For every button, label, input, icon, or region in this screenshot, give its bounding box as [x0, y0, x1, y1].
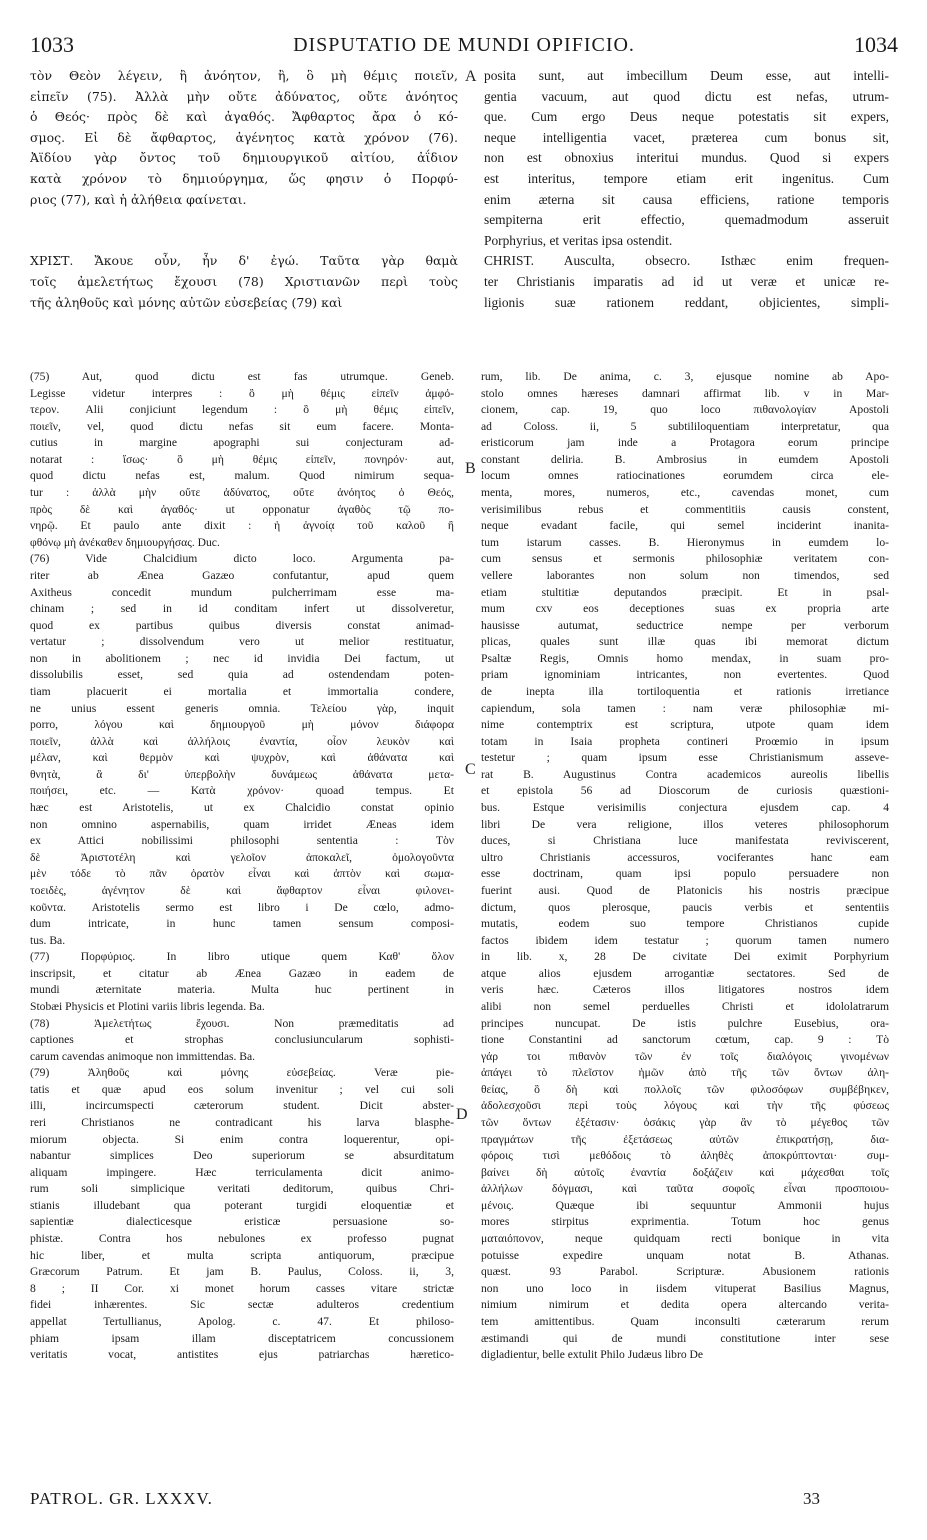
footnote-line: hic liber, et multa scripta antiquorum, præcipue — [30, 1248, 454, 1262]
footnote-line: θείας, ὃ δὴ καὶ πολλοῖς τῶν φιλοσόφων συμβέβηκεν, — [481, 1082, 889, 1096]
footnote-line: (76) Vide Chalcidium dicto loco. Argumenta pa- — [30, 552, 454, 566]
footnote-line: ad Coloss. ii, 5 subtililoquentiam interpretatur, qua — [481, 419, 889, 433]
footnote-line: τερον. Alii conjiciunt legendum : ὃ μὴ θέμις εἰπεῖν, — [30, 403, 454, 417]
footnote-line: μένοις. Quæque ibi sequuntur Ammonii hujus — [481, 1198, 889, 1212]
greek-text-line: σμος. Εἰ δὲ ἄφθαρτος, ἀγένητος κατὰ χρόνον (76). — [30, 129, 458, 145]
footnote-line: fidei inhærentes. Sic sectæ adulteros credentium — [30, 1298, 454, 1312]
footnote-line: nime contemptrix est scriptura, utpote quam idem — [481, 718, 889, 732]
page-number-right: 1034 — [854, 32, 898, 57]
latin-text-line: non est obnoxius interitui mundus. Quod si expers — [484, 150, 889, 166]
footnote-line: duces, si Christiana luce manifestata reviviscerent, — [481, 834, 889, 848]
footnote-line: mundi æternitate materia. Multa huc pertinent in — [30, 983, 454, 997]
latin-text-line: sempiterna erit effectio, quemadmodum asseruit — [484, 212, 889, 228]
footnote-line: Legisse videtur interpres : ὃ μὴ θέμις εἰπεῖν ἀμφό- — [30, 386, 454, 400]
footnote-line: mutatis, eodem suo tempore Christianos cupide — [481, 917, 889, 931]
footnote-line: mum cxv eos deceptiones suas ex propria arte — [481, 602, 889, 616]
footnote-line: stianis illudebant qua poterant turgidi eloquentiæ et — [30, 1198, 454, 1212]
footnote-line: factos ibidem idem testatur ; quorum tamen numero — [481, 933, 889, 947]
footnote-line: riter ab Æneа Gazæo confutantur, apud quem — [30, 568, 454, 582]
footnote-line: veritatis vocat, antistites ejus patriarchas hæretico- — [30, 1348, 454, 1362]
greek-text-line: τοῖς ἀμελετήτως ἔχουσι (78) Χριστιανῶν περὶ τοὺς — [30, 273, 458, 289]
footnote-line: esse doctrinam, quam ipsi populo persuadere non — [481, 867, 889, 881]
footnote-line: vertatur ; dissolvendum vero ut melior restituatur, — [30, 635, 454, 649]
footnote-line: carum cavendas animoque non immittendas. Ba. — [30, 1049, 256, 1063]
footer-signature: 33 — [803, 1489, 820, 1508]
footnote-line: θνητὰ, ἃ δι' ὑπερβολὴν δυνάμεως ἀθάνατα μετα- — [30, 767, 454, 781]
footnote-line: ἀλλήλων δόγμασι, καὶ ταῦτα σοφοῖς εἶναι προσποιου- — [481, 1182, 889, 1196]
greek-text-line — [30, 210, 458, 231]
footnote-line: dictum, quos plerosque, paucis verbis et sententiis — [481, 900, 889, 914]
footnote-line: vellere laborantes non solum non timendos, sed — [481, 568, 889, 582]
footnote-line: (77) Πορφύριος. In libro utique quem Καθ' ὅλον — [30, 950, 454, 964]
latin-text-line: neque intelligentia vacet, præterea cum bonus sit, — [484, 129, 889, 145]
latin-text-line: ter Christianis imparatis ad id ut veræ et unicæ re- — [484, 273, 889, 289]
footnote-line: in lib. x, 28 De civitate Dei eximit Porphyrium — [481, 950, 889, 964]
running-title: DISPUTATIO DE MUNDI OPIFICIO. — [293, 34, 635, 56]
footnote-line: libri De vera religione, illos veteres philosophorum — [481, 817, 889, 831]
footnote-line: ex Attici nobilissimi philosophi sententia : Τὸν — [30, 834, 454, 848]
footnote-line: alibi non semel perduelles Christi et idololatrarum — [481, 999, 889, 1013]
footnote-line: bus. Estque verisimilis conjectura ejusdem cap. 4 — [481, 801, 889, 815]
footnote-line: aliquam impingere. Hæc terriculamenta dicit animo- — [30, 1165, 454, 1179]
footnote-line: dum intricate, in hunc tamen sensum composi- — [30, 917, 454, 931]
footnote-line: porro, λόγου καὶ δημιουργοῦ μὴ μόνον διάφορα — [30, 718, 454, 732]
footnote-line: μέλαν, καὶ θερμὸν καὶ ψυχρὸν, καὶ ἀθάνατα καὶ — [30, 751, 454, 765]
footnote-line: rum, lib. De anima, c. 3, ejusque nomine ab Apo- — [481, 370, 889, 383]
footnote-line: reri Christianos ne contradicant his larva blasphe- — [30, 1116, 454, 1130]
greek-text-column — [30, 66, 458, 316]
footnote-line: nimium nimirum et dedita opera altercando verita- — [481, 1298, 889, 1312]
footnote-line: sapientiæ dialecticesque eristicæ persuasione so- — [30, 1215, 454, 1229]
footnote-line: (79) Ἀληθοῦς καὶ μόνης εὐσεβείας. Veræ pie- — [30, 1066, 454, 1080]
footnotes-left-column — [30, 369, 454, 1484]
footnotes-right-column — [481, 369, 889, 1484]
footnote-line: ἀδολεσχοῦσι περὶ τοὺς λόγους καὶ τὴν τῆς φύσεως — [481, 1099, 889, 1113]
margin-marker-d: D — [456, 1106, 468, 1123]
latin-text-line: ligionis suæ rationem reddant, objicientes, simpli- — [484, 294, 889, 310]
footnote-line: capiendum, sola tamen : nam veræ philosophiæ mi- — [481, 701, 889, 715]
footnote-line: æstimandi qui de mundi constitutione inter sese — [481, 1331, 889, 1345]
margin-marker-c: C — [465, 761, 476, 778]
latin-text-line: est interitus, tempore etiam erit ingenitus. Cum — [484, 170, 889, 186]
footnote-line: principes nuncupat. De istis pulchre Eusebius, ora- — [481, 1016, 889, 1030]
footnote-line: Axitheus concedit mundum pulcherrimam esse ma- — [30, 585, 454, 599]
footnote-line: miorum objecta. Si enim contra loquerentur, opi- — [30, 1132, 454, 1146]
margin-marker-b: B — [465, 460, 476, 477]
footnote-line: menta, mores, numeros, etc., cavendas monet, cum — [481, 486, 889, 500]
footnote-line: constant deliria. B. Ambrosius in eumdem Apostoli — [481, 452, 889, 466]
footnote-line: et epistola 56 ad Dioscorum de curiosis quæstioni- — [481, 784, 889, 798]
footnote-line: ποιεῖν, ἀλλὰ καὶ ἀλλήλοις ἐναντία, οἷον λευκὸν καὶ — [30, 734, 454, 748]
margin-marker-a: A — [465, 68, 477, 85]
footnote-line: testetur ; quam ipsum esse Christianismum asseve- — [481, 751, 889, 765]
footnote-line: etiam stultitiæ deputandos præcipit. Et in psal- — [481, 585, 889, 599]
footnote-line: Græcorum Patrum. Et jam B. Paulus, Coloss. ii, 3, — [30, 1265, 454, 1279]
footnote-line: ultro Christianis accessuros, vociferantes hanc eam — [481, 850, 889, 864]
footnote-line: notarat : ἴσως· ὃ μὴ θέμις εἰπεῖν, πονηρόν· aut, — [30, 452, 454, 466]
greek-text-line — [30, 231, 458, 252]
footnote-line: potuisse expedire unquam notat B. Athanas. — [481, 1248, 889, 1262]
footnote-line: inscripsit, et citatur ab Æneа Gazæo in eadem de — [30, 966, 454, 980]
page-number-left: 1033 — [30, 32, 74, 57]
footnote-line: verisimilibus rebus et commentitiis causis constent, — [481, 502, 889, 516]
footnote-line: tum istarum casses. B. Hieronymus in eumdem lo- — [481, 535, 889, 549]
footnote-line: digladientur, belle extulit Philo Judæus libro De — [481, 1348, 704, 1362]
footnote-line: νηρῷ. Et paulo ante dixit : ἡ ἀγνοίᾳ τοῦ καλοῦ ἢ — [30, 519, 454, 533]
greek-text-line: εἰπεῖν (75). Ἀλλὰ μὴν οὔτε ἀδύνατος, οὔτε ἀνόητος — [30, 88, 458, 104]
latin-text-line: que. Cum ergo Deus neque potestatis sit expers, — [484, 109, 889, 125]
page-header — [30, 32, 898, 58]
footnote-line: tus. Ba. — [30, 933, 66, 947]
footnote-line: veris hæc. Cæteros illos litigatores nostros idem — [481, 983, 889, 997]
footnote-line: de inepta illa tortiloquentia et rationis irretiance — [481, 684, 889, 698]
footnote-line: ποιεῖν, vel, quod dictu nefas sit eum facere. Monta- — [30, 419, 454, 433]
footnote-line: phiam ipsam illam disceptatricem concussionem — [30, 1331, 454, 1345]
footnote-line: illi, incircumspecti cæterorum student. Dicit abster- — [30, 1099, 454, 1113]
footnote-line: cum sensus et sermonis philosophiæ veritatem con- — [481, 552, 889, 566]
footnote-line: ματαιόπονον, neque quidquam recti bonique in vita — [481, 1232, 889, 1246]
latin-text-line: posita sunt, aut imbecillum Deum esse, aut intelli- — [484, 68, 889, 83]
footnote-line: quod ex partibus quibus diversis constat animad- — [30, 618, 454, 632]
greek-text-line: τὸν Θεὸν λέγειν, ἢ ἀνόητον, ἢ, ὃ μὴ θέμις ποιεῖν, — [30, 68, 458, 83]
footnote-line: neque evadant facile, qui semel inciderint inanita- — [481, 519, 889, 533]
footnote-line: tiam placuerit ei mortalia et immortalia condere, — [30, 684, 454, 698]
footnote-line: ἀπάγει τὸ πλεῖστον ἡμῶν ἀπὸ τῆς τῶν ὄντων ἀλη- — [481, 1066, 889, 1080]
greek-text-line: ριος (77), καὶ ἡ ἀλήθεια φαίνεται. — [30, 191, 247, 207]
greek-text-line: Ἀϊδίου γὰρ ὄντος τοῦ δημιουργικοῦ αἰτίου, ἀΐδιον — [30, 150, 458, 166]
footnote-line: hausisse autumat, seductrice nempe per verborum — [481, 618, 889, 632]
footnote-line: plicas, quales sunt illæ quas ibi memorat dictum — [481, 635, 889, 649]
footnote-line: tur : ἀλλὰ μὴν οὔτε ἀδύνατος, οὔτε ἀνόητος ὁ Θεός, — [30, 486, 454, 500]
footnote-line: τοειδὲς, ἀγένητον δὲ καὶ ἄφθαρτον εἶναι φιλονει- — [30, 883, 454, 897]
footnote-line: γάρ τοι πιθανὸν τῶν ἐν τοῖς διαλόγοις γινομένων — [481, 1049, 889, 1063]
latin-text-column — [484, 66, 889, 316]
footnote-line: (78) Ἀμελετήτως ἔχουσι. Non præmeditatis ad — [30, 1016, 454, 1030]
footnote-line: tatis et quæ apud eos solum invenitur ; vel cui soli — [30, 1082, 454, 1096]
footnote-line: (75) Aut, quod dictu est fas utrumque. Geneb. — [30, 370, 454, 383]
footnote-line: quæst. 93 Parabol. Scripturæ. Abusionem rationis — [481, 1265, 889, 1279]
footnote-line: cutius in margine apographi sui conjecturam ad- — [30, 436, 454, 450]
footnote-line: hæc est Aristotelis, ut ex Chalcidio constat opinio — [30, 801, 454, 815]
footnote-line: tione Constantini ad sanctorum cœtum, cap. 9 : Τὸ — [481, 1033, 889, 1047]
footnote-line: τῶν ὄντων ἐξέτασιν· ὁσάκις γὰρ ἂν τὸ μέγεθος τῶν — [481, 1116, 889, 1130]
footnote-line: cionem, cap. 19, quo loco πιθανολογίαν Apostoli — [481, 403, 889, 417]
footnote-line: φόροις τισὶ μεθόδοις τὸ ἀληθὲς ἀποκρύπτονται· συμ- — [481, 1149, 889, 1163]
footnote-line: μὲν τόδε τὸ πᾶν ὁρατὸν εἶναι καὶ ἁπτὸν καὶ σωμα- — [30, 867, 454, 881]
footnote-line: ne unius essent generis omnia. Τελείου γὰρ, inquit — [30, 701, 454, 715]
footnote-line: appellat Tertullianus, Apolog. c. 47. Et philoso- — [30, 1314, 454, 1328]
footnote-line: stolo omnes hæreses damnari affirmat lib. v in Mar- — [481, 386, 889, 400]
footnote-line: quod dictu nefas est, malum. Quod nimirum sequa- — [30, 469, 454, 483]
footnote-line: φθόνῳ μὴ ἀνέκαθεν δημιουργήσας. Duc. — [30, 535, 220, 549]
footnote-line: 8 ; II Cor. xi monet horum casses vitare strictæ — [30, 1281, 454, 1295]
footnote-line: κοῦντα. Aristotelis sermo est libro i De cœlo, admo- — [30, 900, 454, 914]
footnote-line: fuerint ausi. Quod de Platonicis his nostris præcipue — [481, 883, 889, 897]
latin-text-line: enim æterna sit causa efficiens, ratione temporis — [484, 191, 889, 207]
footnote-line: mores stirpitus exprimentia. Totum hoc genus — [481, 1215, 889, 1229]
footnote-line: phistæ. Contra hos nebulones ex professo pugnat — [30, 1232, 454, 1246]
footnote-line: totam in Isaia propheta contineri Proœmio in ipsum — [481, 734, 889, 748]
footnote-line: locum omnes ratiocinationes eorumdem circa ele- — [481, 469, 889, 483]
footnote-line: non in abolitionem ; nec id invidia Dei factum, ut — [30, 651, 454, 665]
footnote-line: rum soli simplicique veritati deditorum, quibus Chri- — [30, 1182, 454, 1196]
footnote-line: captiones et strophas conclusiuncularum sophisti- — [30, 1033, 454, 1047]
footnote-line: nabantur simplices Deo superiorum se absurditatum — [30, 1149, 454, 1163]
latin-text-line: Porphyrius, et veritas ipsa ostendit. — [484, 232, 673, 248]
footnote-line: chinam ; sed in id conditam infert ut dissolveretur, — [30, 602, 454, 616]
greek-text-line: ΧΡΙΣΤ. Ἄκουε οὖν, ἦν δ' ἐγώ. Ταῦτα γὰρ θαμὰ — [30, 253, 458, 269]
latin-text-line: gentia vacuum, aut quod dictu est nefas, utrum- — [484, 88, 889, 104]
footnote-line: rat B. Augustinus Contra academicos aureolis libellis — [481, 767, 889, 781]
footnote-line: priam ignominiam intricantes, non evertentes. Quod — [481, 668, 889, 682]
footnote-line: non uno loco in iisdem vituperat Basilius Magnus, — [481, 1281, 889, 1295]
footnote-line: Psaltæ Regis, Omnis homo mendax, in suam pro- — [481, 651, 889, 665]
footnote-line: atque alios ejusdem arrogantiæ sectatores. Sed de — [481, 966, 889, 980]
footnote-line: δὲ Ἀριστοτέλη καὶ γελοῖον ἀποκαλεῖ, ὁμολογοῦντα — [30, 850, 454, 864]
footnote-line: Stobæi Physicis et Plotini variis libris legenda. Ba. — [30, 999, 265, 1013]
greek-text-line: τῆς ἀληθοῦς καὶ μόνης αὐτῶν εὐσεβείας (79) καὶ — [30, 294, 343, 310]
footnote-line: non omnino aspernabilis, quam irridet Æneas idem — [30, 817, 454, 831]
footnote-line: eristicorum jam inde a Protagora eorum principe — [481, 436, 889, 450]
latin-text-line: CHRIST. Ausculta, obsecro. Isthæc enim frequen- — [484, 253, 889, 269]
footnote-line: πραγμάτων τῆς ἐξετάσεως αὐτῶν ἐπικρατήσῃ, δια- — [481, 1132, 889, 1146]
footnote-line: dissolubilis esset, sed quia ad ostendendam poten- — [30, 668, 454, 682]
footnote-line: πρὸς δὲ καὶ ἀγαθός· ut opponatur ἀγαθὸς τῷ πο- — [30, 502, 454, 516]
footnote-line: tem amittentibus. Quam inconsulti cæterarum rerum — [481, 1314, 889, 1328]
greek-text-line: κατὰ χρόνον τὸ δημιούργημα, ὥς φησιν ὁ Πορφύ- — [30, 170, 458, 186]
footer-volume: PATROL. GR. LXXXV. — [30, 1489, 213, 1508]
greek-text-line: ὁ Θεός· πρὸς δὲ καὶ ἀγαθός. Ἄφθαρτος ἄρα ὁ κό- — [30, 109, 458, 125]
page-footer — [30, 1489, 898, 1513]
footnote-line: ποιήσει, etc. — Κατὰ χρόνον· quoad tempus. Et — [30, 784, 454, 798]
footnote-line: βαίνει δὴ αὐτοῖς ἐναντία δοξάζειν καὶ μάχεσθαι τοῖς — [481, 1165, 889, 1179]
